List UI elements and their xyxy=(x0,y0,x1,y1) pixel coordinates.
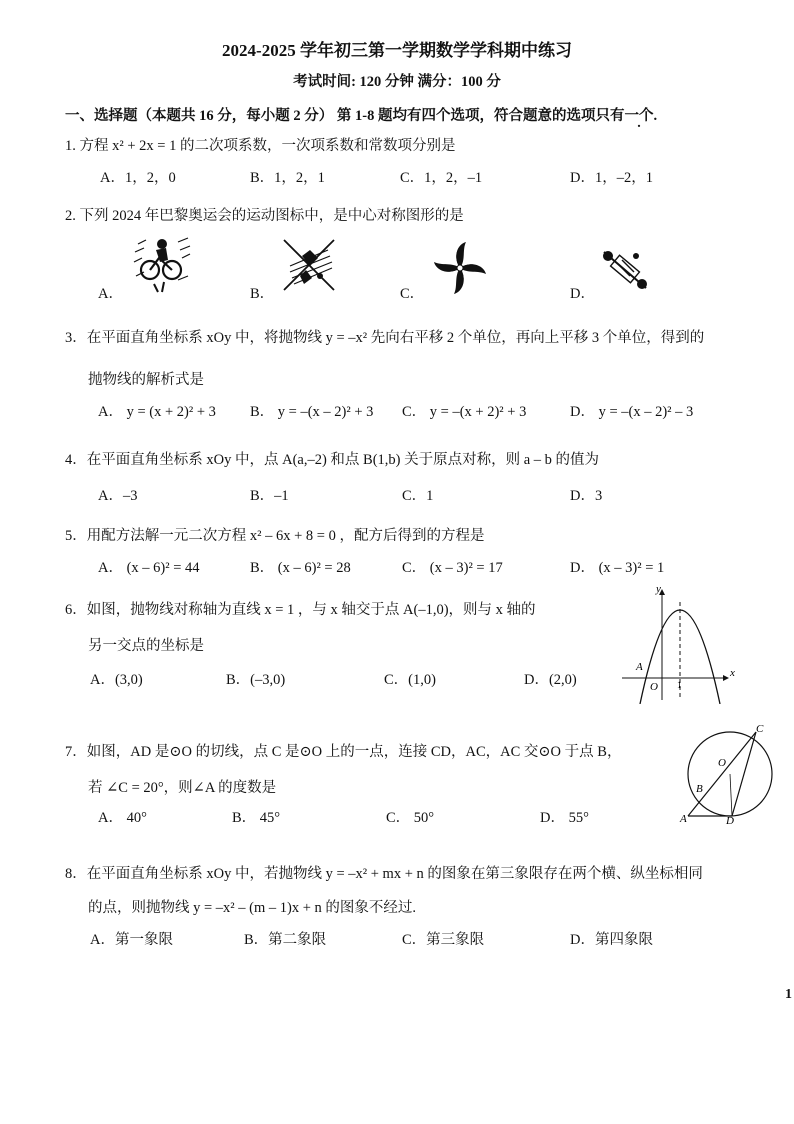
q4-option-c: C．1 xyxy=(402,488,434,504)
q4-option-d: D．3 xyxy=(570,488,603,504)
point-b-label: B xyxy=(696,783,703,795)
q3-option-c: C． y = –(x + 2)² + 3 xyxy=(402,404,527,420)
q4-option-a: A．–3 xyxy=(98,488,138,504)
q5-option-d: D． (x – 3)² = 1 xyxy=(570,560,665,576)
question-5: 5．用配方法解一元二次方程 x² – 6x + 8 = 0 ，配方后得到的方程是 xyxy=(65,528,485,544)
point-a-label: A xyxy=(636,661,643,673)
q3-option-a: A． y = (x + 2)² + 3 xyxy=(98,404,216,420)
question-7-line-1: 7．如图，AD 是⊙O 的切线，点 C 是⊙O 上的一点，连接 CD，AC，AC 交⊙O 于点 B， xyxy=(65,744,622,760)
q5-option-c: C． (x – 3)² = 17 xyxy=(402,560,503,576)
question-4: 4．在平面直角坐标系 xOy 中，点 A(a,–2) 和点 B(1,b) 关于原点对称，则 a – b 的值为 xyxy=(65,452,600,468)
q4-option-b: B．–1 xyxy=(250,488,289,504)
pinwheel-icon xyxy=(432,240,488,296)
q2-option-c: C． xyxy=(400,286,425,302)
circle-tangent-figure xyxy=(676,722,780,824)
cycling-icon xyxy=(132,236,192,294)
origin-label: O xyxy=(650,681,658,693)
exam-info: 考试时间: 120 分钟 满分：100 分 xyxy=(293,74,501,90)
q1-option-a: A．1，2，0 xyxy=(100,170,176,186)
q7-option-d: D． 55° xyxy=(540,810,589,826)
section-heading: 一、选择题（本题共 16 分，每小题 2 分） 第 1-8 题均有四个选项，符合题意的选项只有一个. xyxy=(65,108,658,124)
question-2: 2. 下列 2024 年巴黎奥运会的运动图标中，是中心对称图形的是 xyxy=(65,208,464,224)
point-d-label: D xyxy=(726,815,734,824)
emphasis-text: 一个 xyxy=(624,108,654,124)
question-3-line-2: 抛物线的解析式是 xyxy=(88,372,204,388)
q6-option-c: C．(1,0) xyxy=(384,672,436,688)
q2-option-d: D． xyxy=(570,286,595,302)
question-6-line-2: 另一交点的坐标是 xyxy=(88,638,204,654)
q6-option-a: A．(3,0) xyxy=(90,672,143,688)
point-c-label: C xyxy=(756,723,764,735)
q8-option-a: A．第一象限 xyxy=(90,932,173,948)
point-o-label: O xyxy=(718,757,726,769)
q8-option-c: C．第三象限 xyxy=(402,932,485,948)
question-8-line-1: 8．在平面直角坐标系 xOy 中，若抛物线 y = –x² + mx + n 的图象在第三象限存在两个横、纵坐标相同 xyxy=(65,866,703,882)
q3-option-d: D． y = –(x – 2)² – 3 xyxy=(570,404,694,420)
q2-option-b: B． xyxy=(250,286,275,302)
page-number: 1 xyxy=(785,987,792,1002)
q8-option-b: B．第二象限 xyxy=(244,932,327,948)
tick-one-label: 1 xyxy=(677,680,682,690)
q2-option-a: A． xyxy=(98,286,123,302)
point-a-label: A xyxy=(680,813,687,824)
question-1: 1. 方程 x² + 2x = 1 的二次项系数，一次项系数和常数项分别是 xyxy=(65,138,456,154)
question-3-line-1: 3．在平面直角坐标系 xOy 中，将抛物线 y = –x² 先向右平移 2 个单位，再向上平移 3 个单位，得到的 xyxy=(65,330,705,346)
line-ac xyxy=(688,732,756,816)
q1-option-d: D．1，–2，1 xyxy=(570,170,653,186)
q7-option-b: B． 45° xyxy=(232,810,281,826)
parabola-figure xyxy=(616,582,746,704)
q6-option-b: B．(–3,0) xyxy=(226,672,286,688)
q1-option-b: B．1，2，1 xyxy=(250,170,325,186)
q3-option-b: B． y = –(x – 2)² + 3 xyxy=(250,404,374,420)
weightlifting-icon xyxy=(600,246,650,294)
q5-option-a: A． (x – 6)² = 44 xyxy=(98,560,200,576)
q5-option-b: B． (x – 6)² = 28 xyxy=(250,560,351,576)
question-8-line-2: 的点，则抛物线 y = –x² – (m – 1)x + n 的图象不经过. xyxy=(88,900,417,916)
question-7-line-2: 若 ∠C = 20°，则∠A 的度数是 xyxy=(88,780,277,796)
y-axis-label: y xyxy=(656,583,661,595)
radius-od xyxy=(730,774,732,816)
x-axis-label: x xyxy=(730,667,735,679)
q7-option-a: A． 40° xyxy=(98,810,147,826)
q1-option-c: C．1，2，–1 xyxy=(400,170,483,186)
line-cd xyxy=(732,732,756,816)
q6-option-d: D．(2,0) xyxy=(524,672,577,688)
question-6-line-1: 6．如图，抛物线对称轴为直线 x = 1 ，与 x 轴交于点 A(–1,0)，则与 x 轴的 xyxy=(65,602,536,618)
fencing-icon xyxy=(280,236,338,294)
q8-option-d: D．第四象限 xyxy=(570,932,653,948)
q7-option-c: C． 50° xyxy=(386,810,435,826)
page-title: 2024-2025 学年初三第一学期数学学科期中练习 xyxy=(222,41,572,60)
